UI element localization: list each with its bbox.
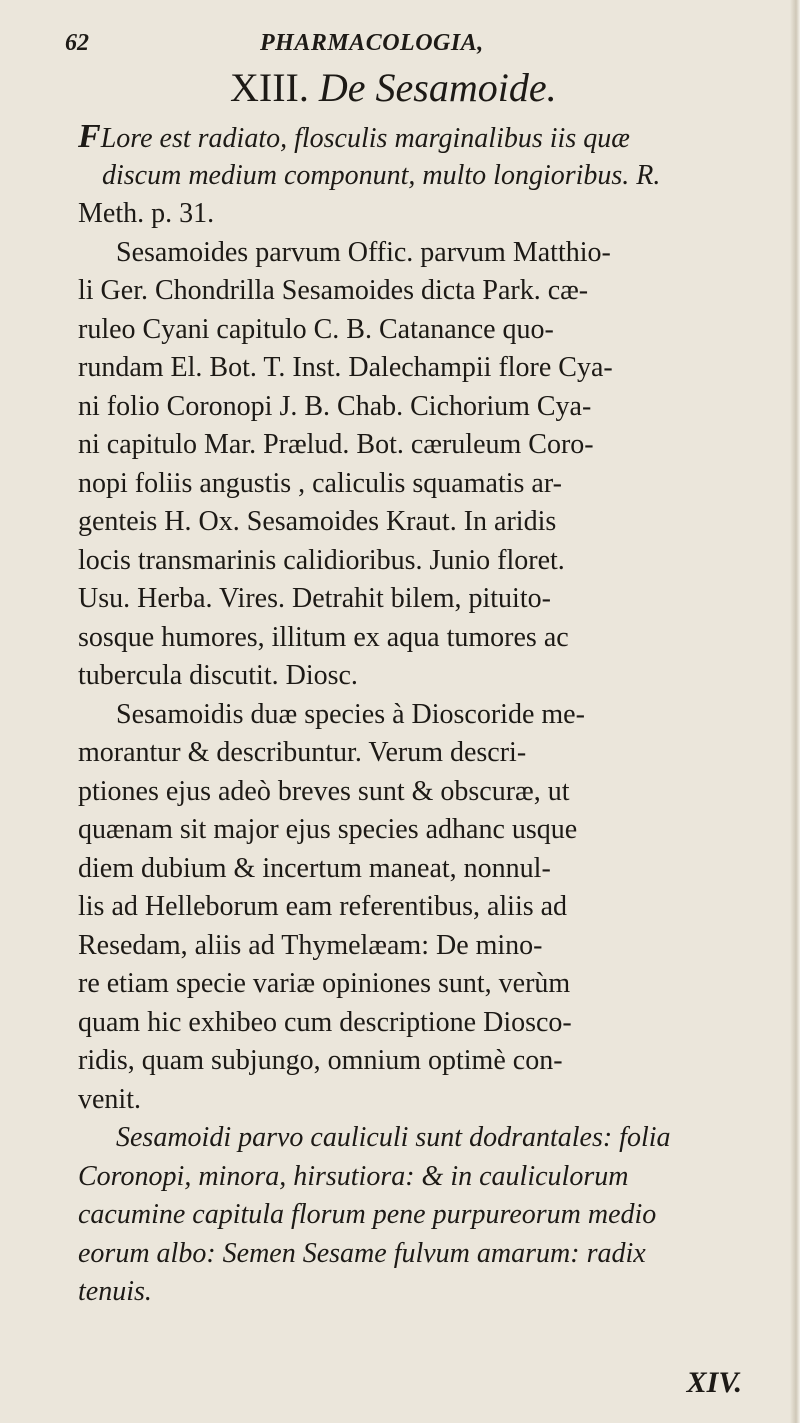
drop-cap: F xyxy=(78,118,101,155)
text-line: morantur & describuntur. Verum descri- xyxy=(78,737,527,768)
text-line: rundam El. Bot. T. Inst. Dalechampii flore Cya- xyxy=(78,352,613,383)
catchword: XIV. xyxy=(686,1366,742,1399)
text-line: Meth. p. 31. xyxy=(78,198,215,229)
text-line: lis ad Helleborum eam referentibus, aliis ad xyxy=(78,891,568,922)
text-line: Usu. Herba. Vires. Detrahit bilem, pituito- xyxy=(78,583,551,614)
text-line: ni folio Coronopi J. B. Chab. Cichorium Cya- xyxy=(78,390,592,422)
text-line: ridis, quam subjungo, omnium optimè con- xyxy=(78,1045,563,1076)
text-line: ruleo Cyani capitulo C. B. Catanance quo- xyxy=(78,313,554,345)
text-line: quam hic exhibeo cum descriptione Diosco- xyxy=(78,1006,572,1038)
page-number: 62 xyxy=(65,30,89,56)
text-line: Sesamoidis duæ species à Dioscoride me- xyxy=(116,698,585,730)
page-header xyxy=(65,30,745,64)
text-line: Sesamoidi parvo cauliculi sunt dodrantales: folia xyxy=(116,1122,671,1153)
body-text xyxy=(78,118,783,1312)
text-line: eorum albo: Semen Sesame fulvum amarum: radix xyxy=(78,1237,646,1269)
text-line: ptiones ejus adeò breves sunt & obscuræ, ut xyxy=(78,775,570,807)
section-name: De Sesamoide. xyxy=(318,65,557,110)
section-title xyxy=(230,64,557,111)
page-edge xyxy=(790,0,800,1423)
text-line: cacumine capitula florum pene purpureorum medio xyxy=(78,1199,657,1230)
text-line: diem dubium & incertum maneat, nonnul- xyxy=(78,852,551,884)
text-line: Resedam, aliis ad Thymelæam: De mino- xyxy=(78,929,543,961)
text-line: Coronopi, minora, hirsutiora: & in cauliculorum xyxy=(78,1160,629,1192)
text-line: venit. xyxy=(78,1083,141,1115)
text-line: ni capitulo Mar. Prælud. Bot. cæruleum Coro- xyxy=(78,429,594,460)
running-head: PHARMACOLOGIA, xyxy=(260,30,484,56)
text-line xyxy=(78,118,783,157)
text-line: Sesamoides parvum Offic. parvum Matthio- xyxy=(116,236,611,268)
text-line: tenuis. xyxy=(78,1276,152,1307)
text-line: tubercula discutit. Diosc. xyxy=(78,660,358,691)
text-line: re etiam specie variæ opiniones sunt, verùm xyxy=(78,968,571,999)
text-line: discum medium componunt, multo longioribus. R. xyxy=(102,159,661,191)
text-line: locis transmarinis calidioribus. Junio floret. xyxy=(78,544,565,576)
text-line: genteis H. Ox. Sesamoides Kraut. In aridis xyxy=(78,506,557,537)
text-line: li Ger. Chondrilla Sesamoides dicta Park. cæ- xyxy=(78,275,589,306)
text-line: quænam sit major ejus species adhanc usque xyxy=(78,814,578,845)
text-line: nopi foliis angustis , caliculis squamatis ar- xyxy=(78,467,562,499)
line-text: Lore est radiato, flosculis marginalibus iis quæ xyxy=(100,123,630,154)
section-number: XIII. xyxy=(230,65,309,110)
text-line: sosque humores, illitum ex aqua tumores ac xyxy=(78,621,569,653)
